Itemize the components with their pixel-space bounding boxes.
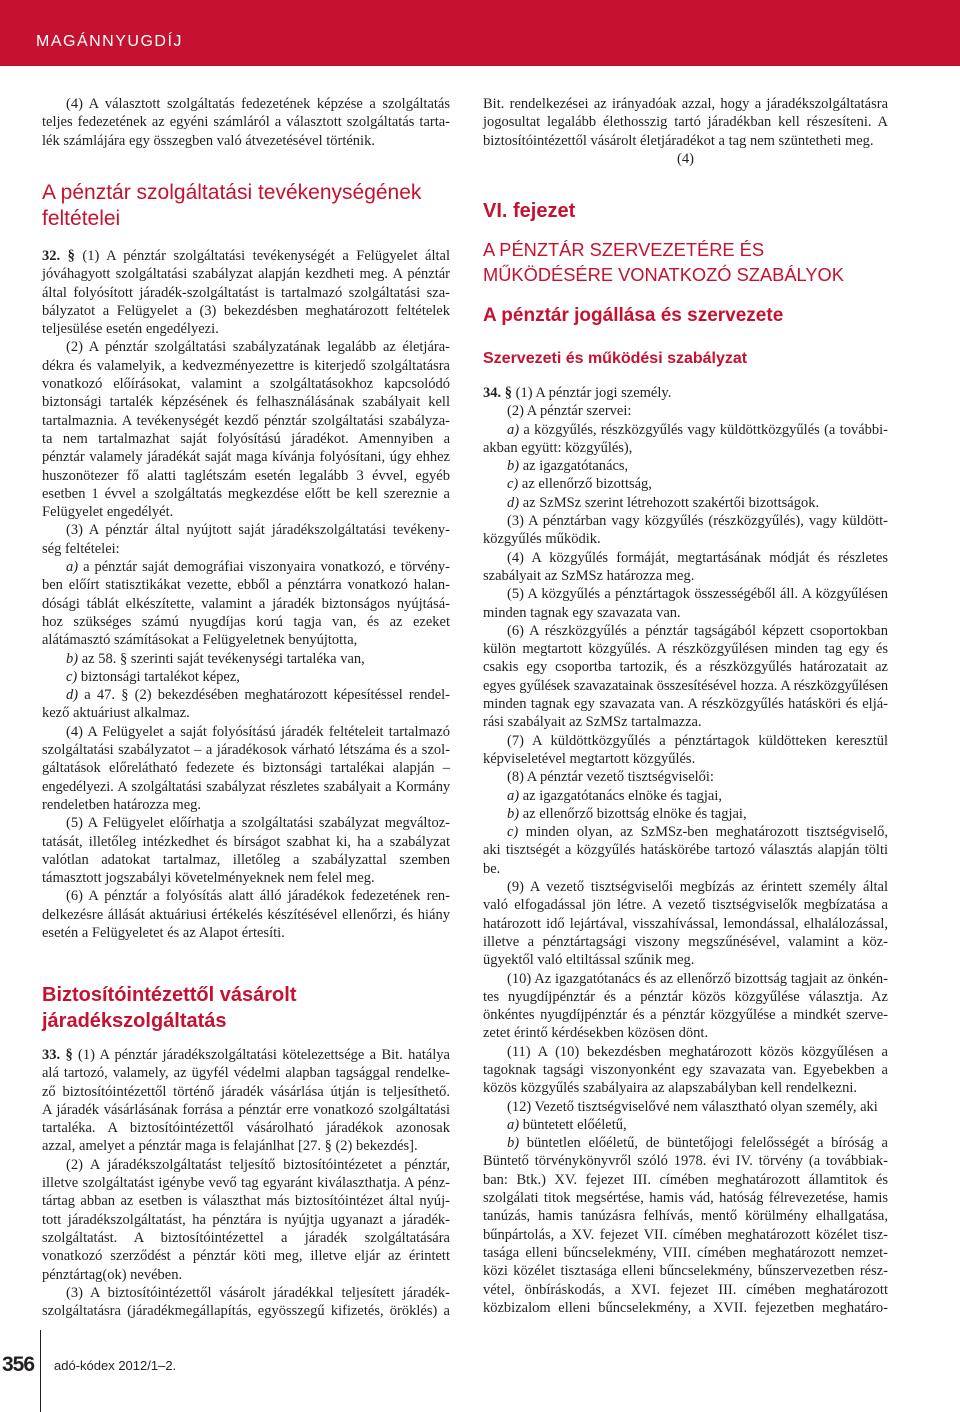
text-line: illetve szolgáltatást igénybe vevő tag egyaránt kiválaszthatja. A pénz- (42, 1175, 450, 1192)
paragraph (483, 384, 888, 402)
text-line: Felügyelet engedélyét. (42, 504, 174, 521)
line-text: az ellenőrző bizottság elnöke és tagjai, (519, 805, 747, 822)
paragraph (42, 247, 450, 338)
text-line: (3) A pénztár által nyújtott saját járadékszolgáltatási tevékeny- (66, 522, 450, 539)
text-line: csakis egy csoportba tartozik, és a részközgyűlés határozatait az (483, 659, 888, 676)
text-line: (12) Vezető tisztségviselővé nem választható olyan személy, aki (507, 1098, 878, 1115)
paragraph (483, 970, 888, 1043)
text-line: határozott idő lejártával, visszahívással, lemondással, elhalálozással, (483, 915, 888, 932)
paragraph (483, 1116, 888, 1134)
text-line: rendeletben határozza meg. (42, 796, 202, 813)
text-line: tatását, illetőleg intézkedhet és bírságot szabhat ki, ha a szabályzat (42, 833, 450, 850)
paragraph (483, 823, 888, 878)
text-line: (4) A választott szolgáltatás fedezetének képzése a szolgáltatás (66, 96, 450, 112)
text-line: (3) A pénztárban vagy közgyűlés (részközgyűlés), vagy küldött- (507, 513, 888, 530)
text-line: (2) A járadékszolgáltatást teljesítő biztosítóintézetet a pénztár, (66, 1156, 450, 1173)
text-line: Bit. rendelkezései az irányadóak azzal, hogy a járadékszolgáltatásra (483, 96, 888, 112)
text-line: (2) A pénztár szervei: (507, 403, 632, 420)
text-line: (8) A pénztár vezető tisztségviselői: (507, 769, 714, 786)
paragraph (483, 512, 888, 549)
section-number: 33. § (42, 1047, 73, 1063)
text-line: delkezésre állását aktuáriusi értékelés készítésével ellenőrzi, és hiány (42, 906, 450, 923)
text-line: tartaléka. A biztosítóintézettől vásárolható járadékok azonosak (42, 1120, 450, 1137)
line-text: az 58. § szerinti saját tevékenységi tartaléka van, (78, 650, 365, 667)
text-line: illetve a pénztártagsági viszony megszűnésével, valamint a köz- (483, 933, 888, 950)
text-line: pénztártag(ok) nevében. (42, 1266, 183, 1283)
line-text: büntetlen előéletű, de büntetőjogi felelősségét a bíróság a (519, 1135, 888, 1152)
list-marker: b) (66, 650, 79, 667)
text-line: rási szabályait az SzMSz tartalmazza. (483, 714, 702, 731)
paragraph (483, 457, 888, 475)
paragraph (483, 585, 888, 622)
paragraph (42, 558, 450, 649)
paragraph (42, 95, 450, 150)
text-line (483, 384, 888, 402)
list-marker: a) (507, 787, 520, 804)
text-line (42, 650, 450, 668)
text-line: közös közgyűlés szabályaira az alapszabályban kell rendelkezni. (483, 1080, 858, 1097)
text-line: (2) A pénztár szolgáltatási szabályzatának legalább az életjára- (66, 339, 450, 356)
paragraph (42, 723, 450, 814)
text-line: (10) Az igazgatótanács és az ellenőrző bizottság tagjait az önkén- (507, 970, 888, 987)
text-line: teljesülése esetén engedélyezi. (42, 321, 219, 338)
list-marker: a) (507, 421, 520, 438)
text-line (42, 668, 450, 686)
line-text: büntetett előéletű, (519, 1116, 627, 1133)
paragraph (42, 1156, 450, 1284)
section-34-text (483, 384, 888, 1317)
text-line: (9) A vezető tisztségviselői megbízás az érintett személy által (507, 879, 888, 896)
text-line: közbizalom elleni bűncselekmény, a XVII. fejezetben meghatáro- (483, 1299, 888, 1316)
list-marker: a) (507, 1116, 520, 1133)
text-line: (6) A részközgyűlés a pénztár tagságából képzett csoportokban (507, 622, 888, 639)
text-line (483, 457, 888, 475)
text-line: tes nyugdíjpénztár és a pénztár közös közgyűlése választja. Az (483, 988, 888, 1005)
line-text: biztonsági tartalékot képez, (77, 668, 240, 685)
text-line (483, 805, 888, 823)
text-line: bűnpártolás, a XV. fejezet VII. címében meghatározott közélet tisz- (483, 1226, 888, 1243)
line-text: (1) A pénztár járadékszolgáltatási kötelezettsége a Bit. hatálya (72, 1047, 450, 1063)
list-marker: c) (66, 668, 78, 685)
text-line: minden tagnak egy szavazata van. A részközgyűlés hatásköri és eljá- (483, 696, 888, 713)
right-opening-text (483, 95, 888, 168)
paragraph (483, 732, 888, 769)
text-line: (7) A küldöttközgyűlés a pénztártagok küldötteken keresztül (507, 732, 888, 749)
text-line: szolgáltatást. A biztosítóintézettel a járadék szolgáltatására (42, 1229, 450, 1246)
text-line (483, 421, 888, 439)
list-marker: c) (507, 824, 519, 841)
text-line: szolgáltatási szabályzatot – a járadékosok várható létszáma és a szol- (42, 742, 450, 759)
text-line: biztonsági tartalék képzésének és felhasználásának szabályait kell (42, 394, 450, 411)
left-intro-text (42, 95, 450, 150)
paragraph (483, 95, 888, 150)
text-line (483, 475, 888, 493)
paragraph (42, 338, 450, 521)
text-line: közgyűlés működik. (483, 531, 601, 548)
paragraph (42, 1284, 450, 1321)
text-line: bályzatot a Felügyelet a (3) bekezdésben meghatározott feltételek (42, 302, 450, 319)
text-line (483, 1134, 888, 1152)
text-line: esetben 1 évvel a szolgáltatás megkezdése előtt be kell szereznie a (42, 485, 450, 502)
text-line: ügyektől való eltiltással szűnik meg. (483, 952, 695, 969)
text-line: (5) A közgyűlés a pénztártagok összességéből áll. A közgyűlésen (507, 586, 888, 603)
list-marker: b) (507, 1135, 520, 1152)
list-marker: a) (66, 559, 79, 576)
section-heading (42, 180, 450, 232)
paragraph (42, 650, 450, 668)
text-line: tott járadékszolgáltatást, ha pénztára is nyújtja ugyanazt a járadék- (42, 1211, 450, 1228)
text-line: ző biztosítóintézettől történő járadék vásárlása útján is teljesíthető. (42, 1083, 450, 1100)
paragraph (483, 878, 888, 969)
text-line: képviseletével megtartott közgyűlés. (483, 750, 696, 767)
chapter-title (483, 237, 888, 287)
paragraph (483, 805, 888, 823)
list-marker: d) (507, 494, 520, 511)
text-line (42, 1046, 450, 1064)
chapter-title-line: MŰKÖDÉSÉRE VONATKOZÓ SZABÁLYOK (483, 264, 844, 285)
text-line: ban: Btk.) XV. fejezet III. címében meghatározott államtitok és (483, 1171, 888, 1188)
line-text: az igazgatótanács, (519, 458, 629, 475)
text-line: jóváhagyott szolgáltatási szabályzat alapján kezdheti meg. A pénztár (42, 266, 450, 283)
section-heading: Szervezeti és működési szabályzat (483, 350, 748, 367)
line-text: (1) A pénztár szolgáltatási tevékenységét a Felügyelet által (74, 248, 450, 264)
text-line: (4) A Felügyelet a saját folyósítású járadék feltételeit tartalmazó (66, 723, 450, 740)
text-line: minden tagnak egy szavazata van. (483, 604, 681, 621)
paragraph (42, 887, 450, 942)
text-line: ta nem tartalmazhat saját folyósítású járadékot. Amennyiben a (42, 430, 450, 447)
heading-line: járadékszolgáltatás (42, 1010, 227, 1032)
list-marker: b) (507, 805, 520, 822)
text-line (42, 686, 450, 704)
chapter-number: VI. fejezet (483, 200, 576, 222)
heading-line: A pénztár szolgáltatási tevékenységének (42, 181, 422, 204)
text-line: tanúzás, hamis tanúzásra felhívás, mentő körülmény elhallgatása, (483, 1208, 888, 1225)
paragraph (483, 494, 888, 512)
paragraph (483, 787, 888, 805)
text-line (483, 494, 888, 512)
line-text: az igazgatótanács elnöke és tagjai, (519, 787, 722, 804)
paragraph (483, 402, 888, 420)
text-line: dékra és valamelyik, a kedvezményezettre is kiterjedő szolgáltatásra (42, 357, 450, 374)
line-text: a 47. § (2) bekezdésében meghatározott képesítéssel rendel- (78, 687, 450, 704)
line-text: (1) A pénztár jogi személy. (512, 385, 672, 401)
list-marker: d) (66, 687, 79, 704)
text-line: közi közélet tisztasága elleni bűncselekmény, bűnszervezetben rész- (483, 1263, 888, 1280)
text-line: vétel, önbíráskodás, a XVI. fejezet III. címében meghatározott (483, 1281, 888, 1298)
page-number: 356 (2, 1353, 35, 1376)
line-text: az ellenőrző bizottság, (518, 476, 652, 493)
text-line: tasága elleni bűncselekmény, VIII. címében meghatározott nemzet- (483, 1244, 888, 1261)
text-line: vonatkozó szerződést a pénztár köti meg, illetve eljár az érintett (42, 1248, 450, 1265)
paragraph (483, 549, 888, 586)
text-line: (5) A Felügyelet előírhatja a szolgáltatási szabályzat megváltoz- (66, 815, 450, 832)
text-line: be. (483, 860, 501, 877)
paragraph (483, 1134, 888, 1317)
section-33-text (42, 1046, 450, 1320)
text-line: tártag abban az esetben is választhat más biztosítóintézet által nyúj- (42, 1193, 450, 1210)
section-number: 34. § (483, 385, 512, 401)
text-line: szolgáltatásra (járadékmegállapítás, egyösszegű kifizetés, öröklés) a (42, 1303, 450, 1320)
text-line: lék számlájára egy összegben való átvezetésével történik. (42, 132, 375, 149)
text-line: külön megtartott közgyűlés. A részközgyűlésen minden tag egy és (483, 641, 888, 658)
paragraph (42, 668, 450, 686)
text-line (483, 787, 888, 805)
text-line: A járadék vásárlásának forrása a pénztár erre vonatkozó szolgáltatási (42, 1101, 450, 1118)
text-line: kező aktuáriust alkalmaz. (42, 705, 190, 722)
text-line: jogosultat legalább élethosszig tartó járadékban kell részesíteni. A (483, 114, 888, 131)
text-line (42, 558, 450, 576)
section-heading (42, 982, 450, 1034)
text-line: zetet érintő kérdésekben közösen dönt. (483, 1025, 709, 1042)
section-32-text (42, 247, 450, 942)
text-line: aki tisztségét a közgyűlés hatáskörébe tartozó választás alapján tölti (483, 842, 888, 859)
text-line (483, 1116, 888, 1134)
line-text: az SzMSz szerint létrehozott szakértői bizottságok. (519, 494, 820, 511)
text-line: (3) A biztosítóintézettől vásárolt járadékkal teljesített járadék- (66, 1284, 450, 1301)
paragraph (42, 814, 450, 887)
text-line: ben előírt statisztikákat vezette, ebből a pénztárra vonatkozó halan- (42, 577, 450, 594)
text-line: egyes gyűlések szavazatainak összesítésével hozza. A részközgyűlésen (483, 677, 888, 694)
line-text: a közgyűlés, részközgyűlés vagy küldöttközgyűlés (a további- (519, 421, 888, 438)
text-line (42, 247, 450, 265)
text-line: tagoknak tagsági viszonyonként egy szavazata van. Egyebekben a (483, 1061, 888, 1078)
footer-divider (40, 1330, 41, 1412)
text-line: alá tartozó, valamely, az ügyfél védelmi alapban tagsággal rendelke- (42, 1065, 450, 1082)
text-line: által folyósított járadék-szolgáltatást is tartalmazó szolgáltatási sza- (42, 284, 450, 301)
paragraph (483, 475, 888, 493)
text-line: szabályait az SzMSz határozza meg. (483, 567, 695, 584)
text-line: (11) A (10) bekezdésben meghatározott közös közgyűlésen a (507, 1043, 888, 1060)
paragraph (483, 622, 888, 732)
text-line (483, 823, 888, 841)
text-line: pénztár valamely járadékát saját maga kívánja folyósítani, úgy ehhez (42, 449, 450, 466)
text-line: teljes fedezetének az egyéni számláról a választott szolgáltatás tarta- (42, 114, 450, 131)
publication-label: adó-kódex 2012/1–2. (54, 1358, 177, 1373)
chapter-title-line: A PÉNZTÁR SZERVEZETÉRE ÉS (483, 239, 765, 260)
heading-line: Biztosítóintézettől vásárolt (42, 984, 297, 1006)
text-line: hoz szükséges számú nyugdíjas korú tagja van, és az ezeket (42, 613, 450, 630)
text-line: (4) A közgyűlés formáját, megtartásának módját és részletes (507, 549, 888, 566)
text-line: huszonötezer fő alatti taglétszám esetén legalább 3 évvel, egyéb (42, 467, 450, 484)
section-number: 32. § (42, 248, 75, 264)
text-line: esetén a Felügyeletet és az Alapot értesíti. (42, 924, 285, 941)
paragraph (42, 686, 450, 723)
paragraph-reference: (4) (677, 150, 694, 167)
text-line: tartalmaznia. A tevékenységét kezdő pénztár szolgáltatási szabályza- (42, 412, 450, 429)
text-line: (6) A pénztár a folyósítás alatt álló járadékok fedezetének ren- (66, 888, 450, 905)
text-line: való elfogadással jön létre. A vezető tisztségviselők megbízatása a (483, 897, 888, 914)
text-line: ség feltételei: (42, 540, 120, 557)
line-text: a pénztár saját demográfiai viszonyaira vonatkozó, e törvény- (78, 559, 450, 576)
list-marker: c) (507, 476, 519, 493)
text-line: szolgálati titok megsértése, hamis vád, hatóság félrevezetése, hamis (483, 1190, 888, 1207)
paragraph (483, 768, 888, 786)
text-line: alátámasztó számításokat a Felügyeletnek benyújtotta, (42, 632, 358, 649)
text-line: dósági táblát elkészítette, valamint a járadék biztonságos nyújtásá- (42, 595, 450, 612)
continued-paragraph (483, 95, 888, 150)
section-title: MAGÁNNYUGDÍJ (36, 33, 183, 50)
text-line: engedélyezi. A szolgáltatási szabályzat részletes szabályait a Kormány (42, 778, 450, 795)
paragraph (42, 1046, 450, 1156)
text-line: valótlan adatokat tartalmaz, illetőleg a szabályzattal szemben (42, 851, 450, 868)
text-line: azzal, amelyet a pénztár maga is felajánlhat [27. § (2) bekezdés]. (42, 1138, 418, 1155)
text-line: vonatkozó előírásokat, valamint a szolgáltatásokhoz kapcsolódó (42, 376, 450, 393)
list-marker: b) (507, 458, 520, 475)
text-line: önkéntes nyugdíjpénztár és a pénztár közgyűlése a mindkét szerve- (483, 1007, 888, 1024)
subchapter-title: A pénztár jogállása és szervezete (483, 305, 784, 326)
paragraph (483, 421, 888, 458)
text-line: gáltatások előrelátható fedezete és biztonsági tartalékai alapján – (42, 760, 450, 777)
line-text: minden olyan, az SzMSz-ben meghatározott tisztségviselő, (518, 824, 888, 841)
paragraph (483, 1043, 888, 1098)
section-banner (0, 0, 960, 66)
paragraph (42, 521, 450, 558)
paragraph (483, 1098, 888, 1116)
text-line: Büntető törvénykönyvről szóló 1978. évi IV. törvény (a továbbiak- (483, 1153, 888, 1170)
text-line: támasztott jogszabályi követelményeknek nem felel meg. (42, 870, 375, 887)
heading-line: feltételei (42, 207, 121, 230)
text-line: akban együtt: közgyűlés), (483, 439, 633, 456)
text-line: biztosítóintézettől vásárolt életjáradékot a tag nem szüntetheti meg. (483, 132, 874, 149)
